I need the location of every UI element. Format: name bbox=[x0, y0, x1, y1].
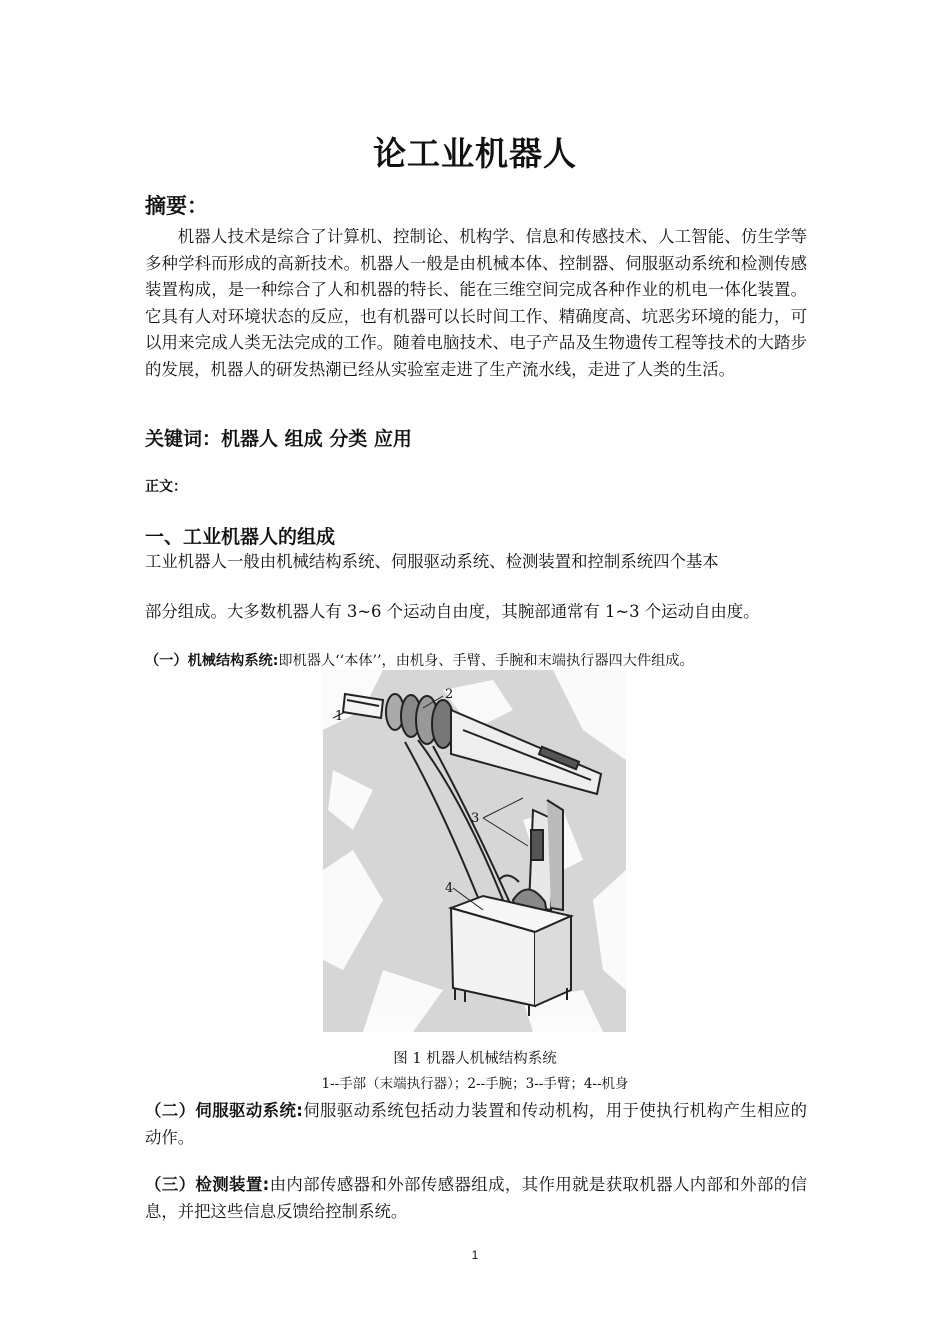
page-number: 1 bbox=[471, 1248, 479, 1262]
subsection-mechanical bbox=[145, 650, 694, 670]
document-title: 论工业机器人 bbox=[373, 134, 577, 173]
section-heading: 一、工业机器人的组成 bbox=[145, 526, 336, 548]
subsection-detection-text: 由内部传感器和外部传感器组成，其作用就是获取机器人内部和外部的信息，并把这些信息反馈给控制系统。 bbox=[145, 1175, 807, 1221]
figure-label-2: 2 bbox=[445, 687, 454, 702]
figure-label-3: 3 bbox=[471, 811, 480, 826]
subsection-mechanical-text: 即机器人‘‘本体’’，由机身、手臂、手腕和末端执行器四大件组成。 bbox=[278, 653, 694, 669]
subsection-servo-text: 伺服驱动系统包括动力装置和传动机构，用于使执行机构产生相应的动作。 bbox=[145, 1101, 807, 1147]
robot-structure-figure bbox=[323, 670, 626, 1032]
figure-legend: 1--手部（末端执行器）；2--手腕；3--手臂；4--机身 bbox=[321, 1076, 629, 1092]
subsection-detection-label: （三）检测装置: bbox=[145, 1175, 270, 1194]
section-paragraph-line-2: 部分组成。大多数机器人有 3~6 个运动自由度，其腕部通常有 1~3 个运动自由度。 bbox=[145, 602, 760, 621]
section-paragraph-line-1: 工业机器人一般由机械结构系统、伺服驱动系统、检测装置和控制系统四个基本 bbox=[145, 552, 719, 571]
subsection-servo-label: （二）伺服驱动系统: bbox=[145, 1101, 303, 1120]
subsection-mechanical-label: （一）机械结构系统: bbox=[145, 653, 279, 669]
abstract-body: 机器人技术是综合了计算机、控制论、机构学、信息和传感技术、人工智能、仿生学等多种学科而形成的高新技术。机器人一般是由机械本体、控制器、伺服驱动系统和检测传感装置构成，是一种综合了人和机器的特长、能在三维空间完成各种作业的机电一体化装置。它具有人对环境状态的反应，也有机器可以长时间工作、精确度高、坑恶劣环境的能力，可以用来完成人类无法完成的工作。随着电脑技术、电子产品及生物遗传工程等技术的大踏步的发展，机器人的研发热潮已经从实验室走进了生产流水线，走进了人类的生活。 bbox=[145, 227, 807, 379]
figure-caption: 图 1 机器人机械结构系统 bbox=[393, 1051, 557, 1067]
subsection-detection bbox=[145, 1172, 807, 1225]
keywords-line: 关键词：机器人 组成 分类 应用 bbox=[145, 428, 412, 450]
abstract-heading: 摘要： bbox=[145, 194, 208, 218]
robot-structure-drawing bbox=[323, 670, 626, 1032]
subsection-servo bbox=[145, 1098, 807, 1151]
figure-label-4: 4 bbox=[445, 881, 454, 896]
body-label: 正文： bbox=[145, 479, 187, 495]
figure-label-1: 1 bbox=[335, 709, 344, 724]
